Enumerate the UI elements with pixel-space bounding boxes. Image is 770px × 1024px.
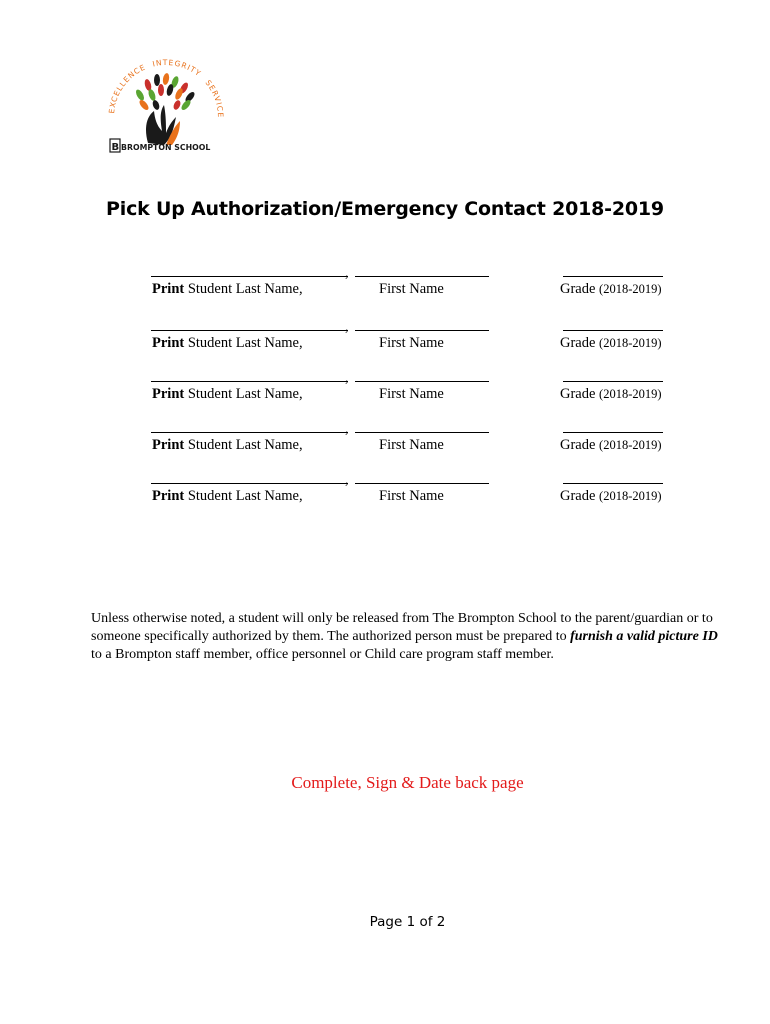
release-policy-paragraph bbox=[91, 610, 731, 664]
grade-year: (2018-2019) bbox=[599, 489, 662, 503]
grade-label bbox=[560, 335, 662, 352]
grade-text: Grade bbox=[560, 281, 596, 297]
grade-year: (2018-2019) bbox=[599, 282, 662, 296]
grade-label bbox=[560, 281, 662, 298]
grade-text: Grade bbox=[560, 437, 596, 453]
logo-school-name: BROMPTON SCHOOL bbox=[121, 143, 211, 152]
student-row bbox=[0, 371, 770, 421]
grade-text: Grade bbox=[560, 488, 596, 504]
last-name-label bbox=[152, 386, 303, 403]
logo-arc-integrity: INTEGRITY bbox=[151, 57, 204, 79]
print-emphasis: Print bbox=[152, 335, 185, 351]
tree-leaves-icon bbox=[134, 73, 196, 112]
field-separator: , bbox=[345, 422, 349, 437]
page-title: Pick Up Authorization/Emergency Contact 2018-2019 bbox=[106, 198, 664, 220]
first-name-field[interactable] bbox=[355, 483, 489, 484]
first-name-label: First Name bbox=[379, 437, 444, 453]
first-name-label: First Name bbox=[379, 281, 444, 297]
grade-field[interactable] bbox=[563, 276, 663, 277]
last-name-text: Student Last Name, bbox=[184, 437, 303, 453]
first-name-field[interactable] bbox=[355, 381, 489, 382]
grade-label bbox=[560, 488, 662, 505]
back-page-notice: Complete, Sign & Date back page bbox=[291, 773, 524, 792]
field-separator: , bbox=[345, 473, 349, 488]
grade-text: Grade bbox=[560, 386, 596, 402]
print-emphasis: Print bbox=[152, 281, 185, 297]
print-emphasis: Print bbox=[152, 437, 185, 453]
grade-year: (2018-2019) bbox=[599, 387, 662, 401]
print-emphasis: Print bbox=[152, 386, 185, 402]
first-name-label: First Name bbox=[379, 335, 444, 351]
last-name-label bbox=[152, 335, 303, 352]
svg-text:SERVICE bbox=[204, 78, 226, 118]
grade-year: (2018-2019) bbox=[599, 336, 662, 350]
grade-label bbox=[560, 386, 662, 403]
first-name-field[interactable] bbox=[355, 432, 489, 433]
first-name-label: First Name bbox=[379, 488, 444, 504]
last-name-field[interactable] bbox=[151, 483, 348, 484]
grade-field[interactable] bbox=[563, 432, 663, 433]
last-name-field[interactable] bbox=[151, 276, 348, 277]
school-logo bbox=[100, 55, 230, 160]
svg-text:EXCELLENCE bbox=[107, 62, 147, 114]
last-name-text: Student Last Name, bbox=[184, 281, 303, 297]
grade-field[interactable] bbox=[563, 483, 663, 484]
policy-text-1: Unless otherwise noted, a student will only be released from The Brompton School to the parent/guardian or to someone specifically authorized by them. The authorized person must be prepared to bbox=[91, 611, 713, 644]
student-row bbox=[0, 266, 770, 316]
last-name-field[interactable] bbox=[151, 432, 348, 433]
logo-arc-excellence: EXCELLENCE bbox=[107, 62, 148, 115]
first-name-field[interactable] bbox=[355, 330, 489, 331]
hands-icon bbox=[146, 105, 180, 145]
student-row bbox=[0, 320, 770, 370]
last-name-field[interactable] bbox=[151, 381, 348, 382]
grade-field[interactable] bbox=[563, 381, 663, 382]
field-separator: , bbox=[345, 266, 349, 281]
last-name-text: Student Last Name, bbox=[184, 488, 303, 504]
grade-field[interactable] bbox=[563, 330, 663, 331]
field-separator: , bbox=[345, 371, 349, 386]
grade-label bbox=[560, 437, 662, 454]
student-row bbox=[0, 422, 770, 472]
svg-text:B: B bbox=[111, 142, 120, 153]
policy-text-2: to a Brompton staff member, office personnel or Child care program staff member. bbox=[91, 647, 554, 662]
field-separator: , bbox=[345, 320, 349, 335]
last-name-label bbox=[152, 488, 303, 505]
print-emphasis: Print bbox=[152, 488, 185, 504]
logo-arc-service: SERVICE bbox=[203, 78, 226, 119]
last-name-label bbox=[152, 437, 303, 454]
policy-emphasis: furnish a valid picture ID bbox=[570, 629, 718, 644]
first-name-label: First Name bbox=[379, 386, 444, 402]
student-row bbox=[0, 473, 770, 523]
page-number: Page 1 of 2 bbox=[369, 914, 446, 930]
grade-year: (2018-2019) bbox=[599, 438, 662, 452]
last-name-text: Student Last Name, bbox=[184, 386, 303, 402]
svg-text:INTEGRITY bbox=[152, 58, 203, 78]
last-name-label bbox=[152, 281, 303, 298]
last-name-text: Student Last Name, bbox=[184, 335, 303, 351]
first-name-field[interactable] bbox=[355, 276, 489, 277]
last-name-field[interactable] bbox=[151, 330, 348, 331]
grade-text: Grade bbox=[560, 335, 596, 351]
